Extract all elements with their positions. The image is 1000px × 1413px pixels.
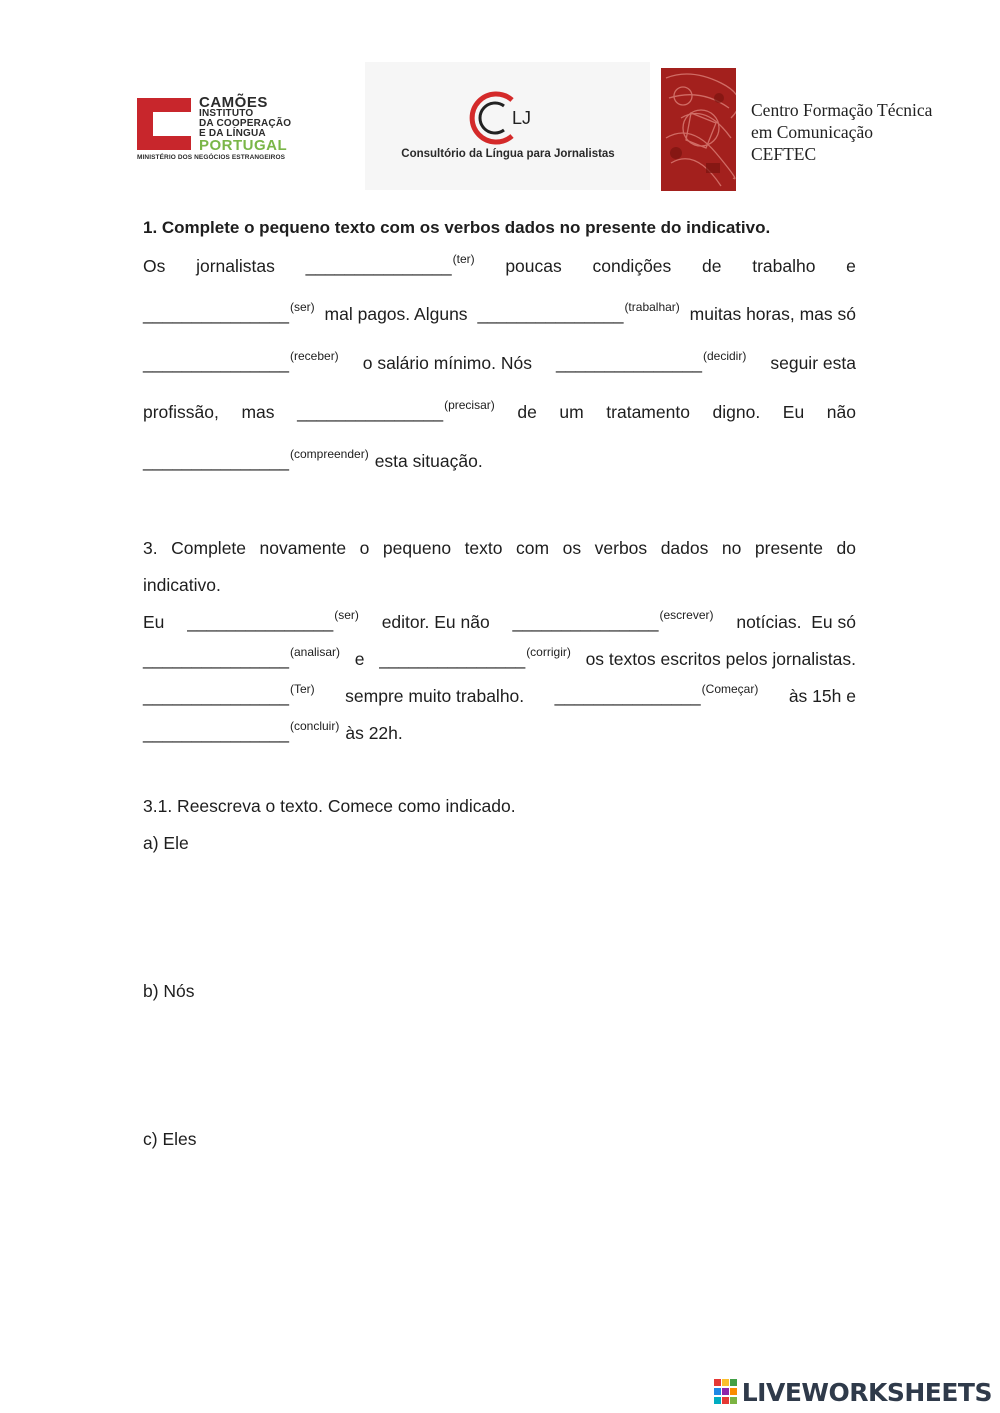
word: digno. [712,402,761,422]
clj-circle-icon [460,90,560,146]
clj-caption: Consultório da Língua para Jornalistas [401,148,615,160]
verb-hint: (ter) [452,252,475,266]
verb-hint: (concluir) [290,719,340,733]
exercise-3-title-line-2: indicativo. [143,575,221,595]
blank-line: _______________ [379,649,526,669]
camoes-c-icon [137,98,191,150]
verb-hint: (compreender) [290,447,369,461]
text-segment: notícias. Eu só [736,612,856,632]
ex3-line-1 [143,608,856,633]
answer-c-label: c) Eles [143,1129,197,1149]
ex1-line-3 [143,349,856,374]
word: e [846,256,856,276]
answer-a-area[interactable] [143,863,856,973]
ceftec-name [751,99,932,165]
word: um [559,402,584,422]
text-segment: mal pagos. Alguns [324,304,468,324]
gap-ter[interactable] [143,682,315,707]
text-segment: seguir esta [770,353,856,373]
ex1-line-2 [143,300,856,325]
verb-hint: (receber) [290,349,339,363]
exercise-3-title-line-1: 3. Complete novamente o pequeno texto com os verbos dados no presente do [143,538,856,558]
blank-line: _______________ [554,686,701,706]
verb-hint: (Começar) [701,682,759,696]
answer-b-area[interactable] [143,1011,856,1121]
text-segment: às 22h. [345,723,403,743]
text-segment: sempre muito trabalho. [345,686,525,706]
word: não [826,402,856,422]
word: Eu [782,402,805,422]
word: de [702,256,722,276]
liveworksheets-icon [714,1379,738,1405]
word: condições [592,256,672,276]
liveworksheets-wordmark: LIVEWORKSHEETS [741,1377,992,1407]
verb-hint: (ser) [334,608,359,622]
verb-hint: (trabalhar) [624,300,680,314]
clj-initials: LJ [512,108,532,128]
verb-hint: (escrever) [659,608,714,622]
camoes-portugal: PORTUGAL [199,137,288,154]
camoes-ministry: MINISTÉRIO DOS NEGÓCIOS ESTRANGEIROS [137,154,286,161]
word: Eu [143,612,165,632]
ex3-line-3 [143,682,856,707]
verb-hint: (Ter) [290,682,315,696]
text-segment: o salário mínimo. Nós [362,353,532,373]
gap-ser[interactable] [143,300,315,325]
verb-hint: (decidir) [702,349,747,363]
word: poucas [505,256,562,276]
text-segment: e [354,649,365,669]
blank-line: _______________ [143,723,289,743]
text-segment: muitas horas, mas só [689,304,856,324]
exercise-3-title [143,538,856,559]
blank-line: _______________ [305,256,452,276]
blank-line: _______________ [143,686,289,706]
exercise-3-1-title: 3.1. Reescreva o texto. Comece como indicado. [143,796,516,816]
ex3-line-2 [143,645,856,670]
ceftec-line-3: CEFTEC [751,144,817,164]
answer-b-label: b) Nós [143,981,195,1001]
word: jornalistas [196,256,275,276]
text-segment: editor. Eu não [381,612,490,632]
word: tratamento [606,402,690,422]
blank-line: _______________ [297,402,444,422]
ceftec-line-1: Centro Formação Técnica [751,100,933,120]
blank-line: _______________ [143,353,289,373]
blank-line: _______________ [512,612,659,632]
gap-receber[interactable] [143,349,339,374]
blank-line: _______________ [187,612,334,632]
gap-trabalhar[interactable] [477,300,680,325]
word: mas [241,402,275,422]
ceftec-emblem-icon [661,68,736,191]
blank-line: _______________ [143,451,289,471]
ex3-line-4 [143,719,856,744]
text-segment: esta situação. [374,451,483,471]
verb-hint: (analisar) [290,645,341,659]
blank-line: _______________ [143,649,289,669]
gap-escrever[interactable] [512,608,714,633]
gap-corrigir[interactable] [379,645,571,670]
gap-ser[interactable] [187,608,359,633]
ex1-line-1 [143,252,856,277]
gap-analisar[interactable] [143,645,341,670]
gap-comecar[interactable] [554,682,759,707]
camoes-lingua: E DA LÍNGUA [199,128,266,139]
gap-ter[interactable] [305,252,475,277]
exercise-1-title: 1. Complete o pequeno texto com os verbos dados no presente do indicativo. [143,218,771,237]
ceftec-line-2: em Comunicação [751,122,873,142]
ex1-line-4 [143,398,856,423]
gap-concluir[interactable] [143,719,340,744]
camoes-instituto: INSTITUTO [199,108,254,119]
verb-hint: (precisar) [444,398,495,412]
camoes-name: CAMÕES [199,94,268,111]
camoes-wordmark [199,96,291,152]
camoes-logo [137,96,317,162]
liveworksheets-brand [714,1377,992,1407]
text-segment: às 15h e [788,686,856,706]
clj-logo [365,62,650,190]
verb-hint: (corrigir) [526,645,571,659]
gap-decidir[interactable] [555,349,747,374]
gap-precisar[interactable] [297,398,495,423]
blank-line: _______________ [477,304,624,324]
word: Os [143,256,166,276]
text-segment: os textos escritos pelos jornalistas. [585,649,856,669]
blank-line: _______________ [143,304,289,324]
word: profissão, [143,402,219,422]
ex1-line-5 [143,447,856,472]
answer-a-label: a) Ele [143,833,189,853]
camoes-cooperacao: DA COOPERAÇÃO [199,118,292,129]
verb-hint: (ser) [290,300,315,314]
blank-line: _______________ [555,353,702,373]
gap-compreender[interactable] [143,447,369,472]
answer-c-area[interactable] [143,1159,856,1289]
word: trabalho [752,256,816,276]
word: de [517,402,537,422]
